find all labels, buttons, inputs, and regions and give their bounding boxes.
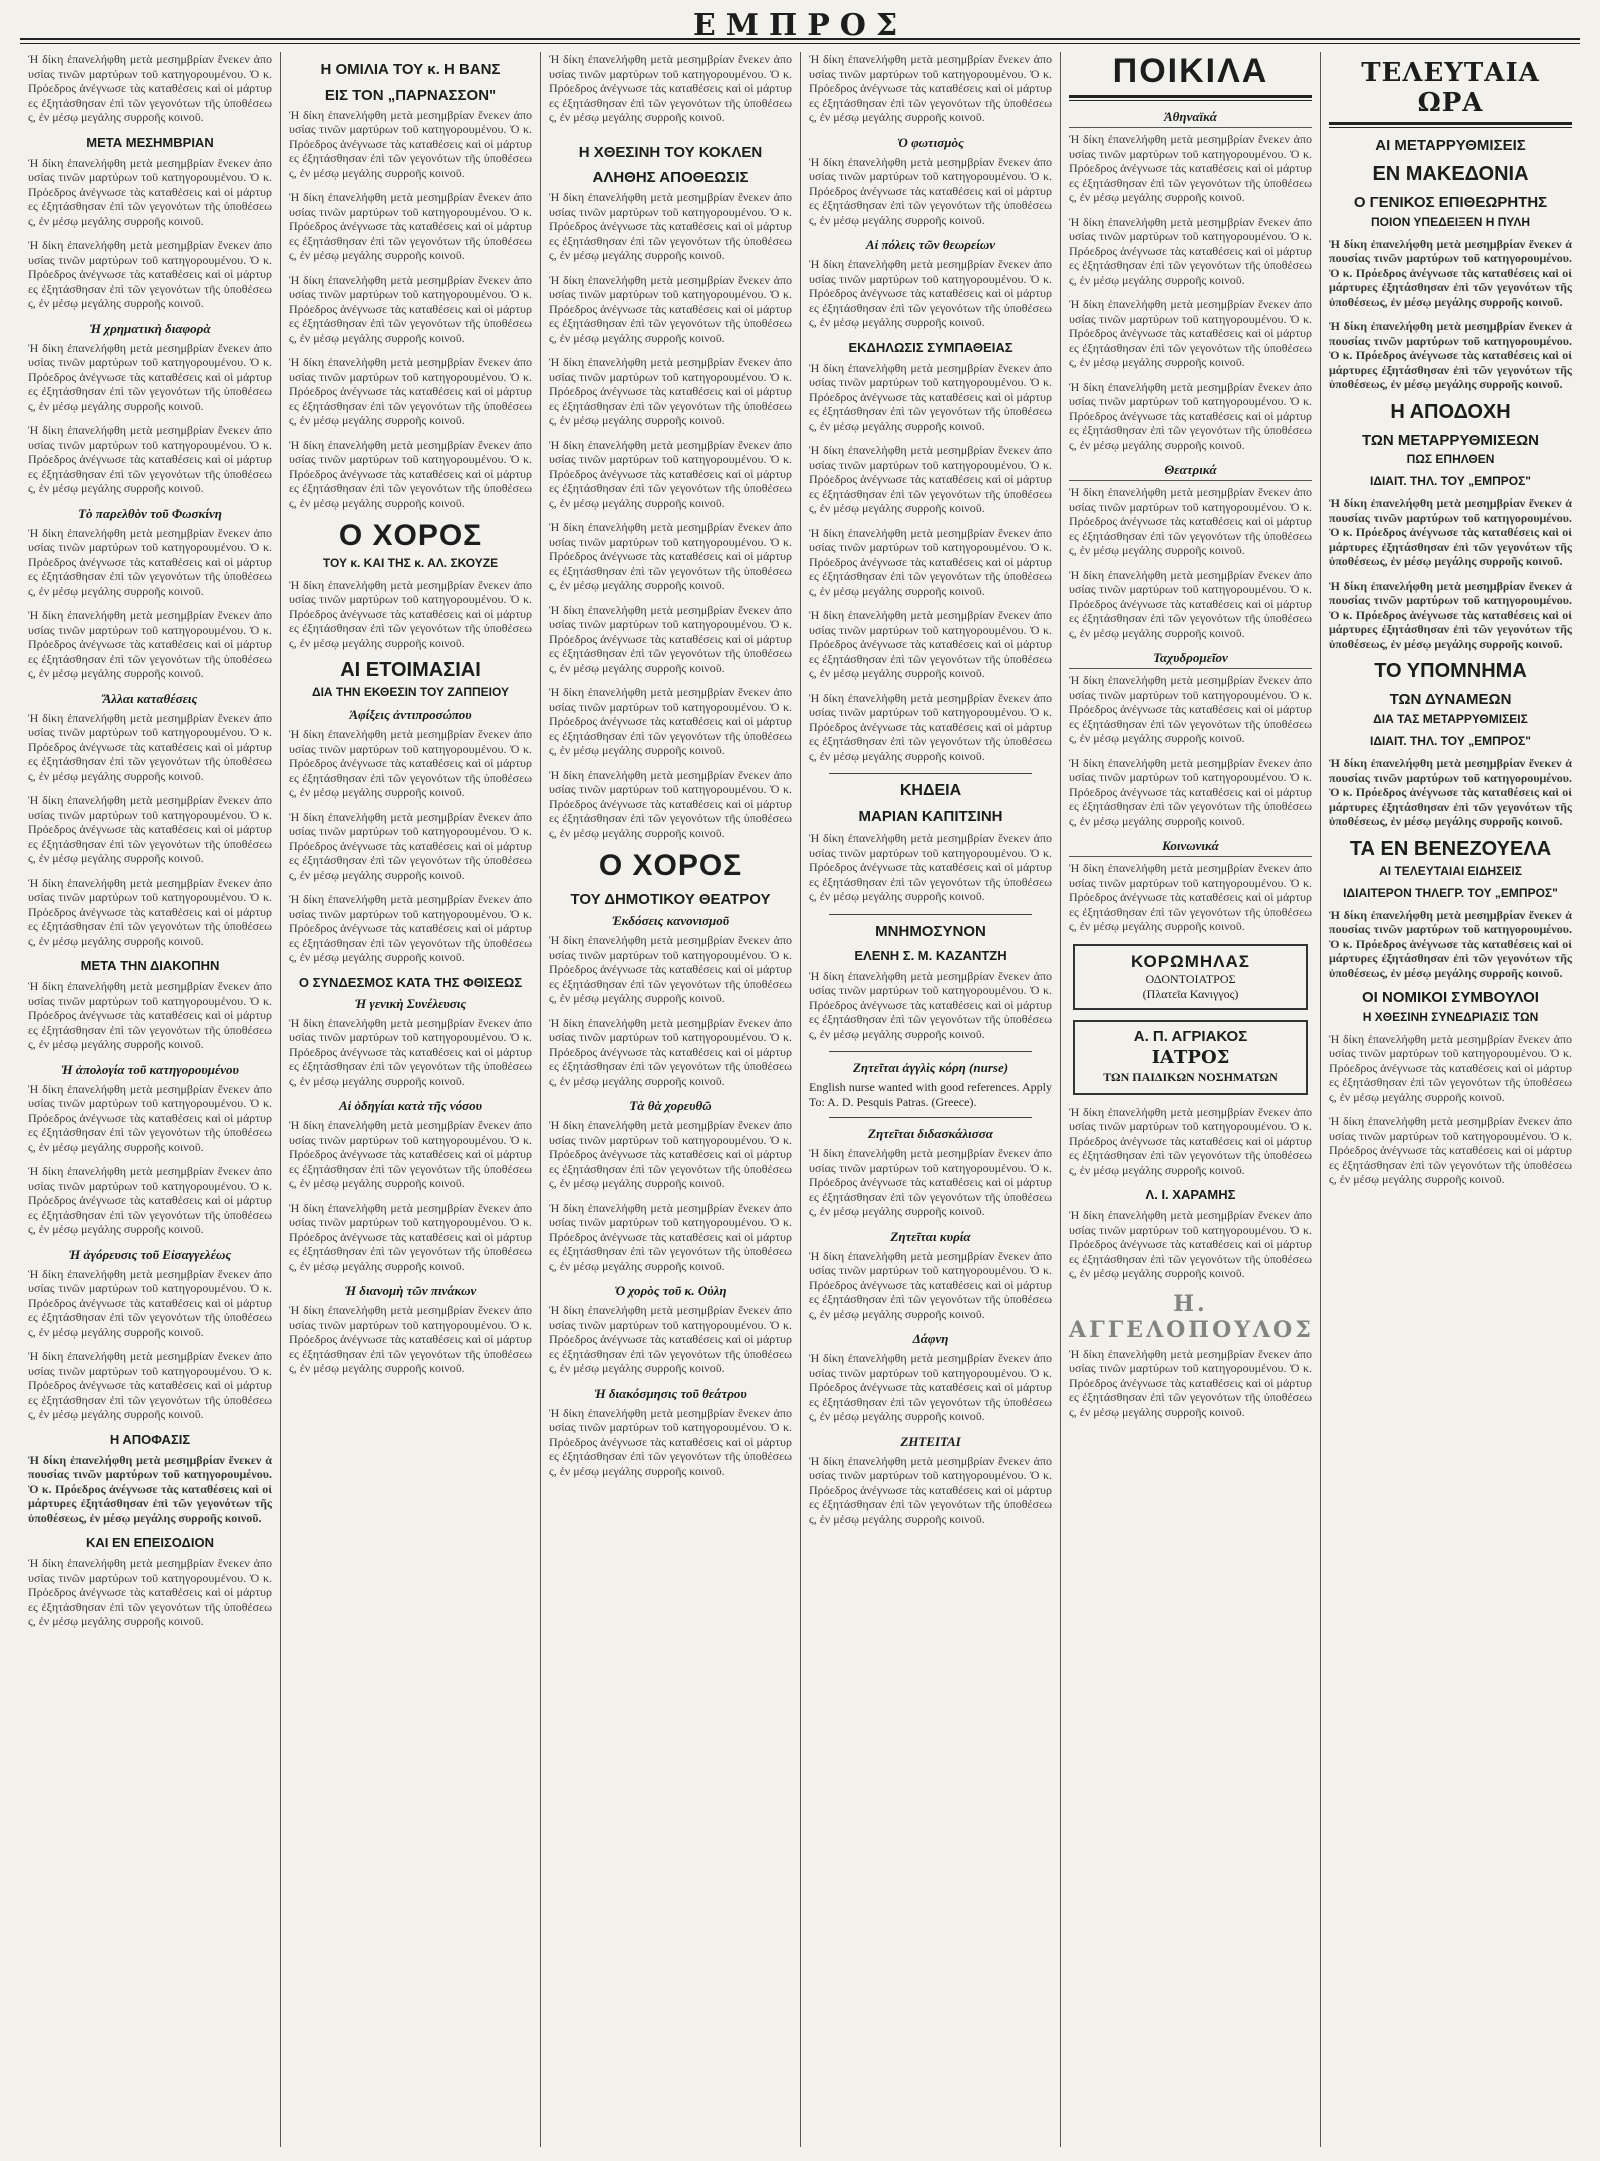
body-text: Ἡ δίκη ἐπανελήφθη μετὰ μεσημβρίαν ἕνεκεν ἀπουσίας τινῶν μαρτύρων τοῦ κατηγορουμένου. Ὁ κ. Πρόεδρος ἀνέγνωσε τὰς καταθέσεις καὶ οἱ μάρτυρες ἐξητάσθησαν ἐπὶ τῶν γεγονότων τῆς ὑποθέσεως, ἐν μέσῳ μεγάλης συρροῆς κοινοῦ. bbox=[28, 875, 272, 948]
body-text: Ἡ δίκη ἐπανελήφθη μετὰ μεσημβρίαν ἕνεκεν ἀπουσίας τινῶν μαρτύρων τοῦ κατηγορουμένου. Ὁ κ. Πρόεδρος ἀνέγνωσε τὰς καταθέσεις καὶ οἱ μάρτυρες ἐξητάσθησαν ἐπὶ τῶν γεγονότων τῆς ὑποθέσεως, ἐν μέσῳ μεγάλης συρροῆς κοινοῦ. bbox=[1069, 1104, 1312, 1177]
body-text: Ἡ δίκη ἐπανελήφθη μετὰ μεσημβρίαν ἕνεκεν ἀπουσίας τινῶν μαρτύρων τοῦ κατηγορουμένου. Ὁ κ. Πρόεδρος ἀνέγνωσε τὰς καταθέσεις καὶ οἱ μάρτυρες ἐξητάσθησαν ἐπὶ τῶν γεγονότων τῆς ὑποθέσεως, ἐν μέσῳ μεγάλης συρροῆς κοινοῦ. bbox=[1329, 236, 1572, 309]
divider bbox=[829, 773, 1032, 774]
body-text: Ἡ δίκη ἐπανελήφθη μετὰ μεσημβρίαν ἕνεκεν ἀπουσίας τινῶν μαρτύρων τοῦ κατηγορουμένου. Ὁ κ. Πρόεδρος ἀνέγνωσε τὰς καταθέσεις καὶ οἱ μάρτυρες ἐξητάσθησαν ἐπὶ τῶν γεγονότων τῆς ὑποθέσεως, ἐν μέσῳ μεγάλης συρροῆς κοινοῦ. bbox=[1069, 297, 1312, 369]
body-text: Ἡ δίκη ἐπανελήφθη μετὰ μεσημβρίαν ἕνεκεν ἀπουσίας τινῶν μαρτύρων τοῦ κατηγορουμένου. Ὁ κ. Πρόεδρος ἀνέγνωσε τὰς καταθέσεις καὶ οἱ μάρτυρες ἐξητάσθησαν ἐπὶ τῶν γεγονότων τῆς ὑποθέσεως, ἐν μέσῳ μεγάλης συρροῆς κοινοῦ. bbox=[289, 437, 532, 510]
body-text: Ἡ δίκη ἐπανελήφθη μετὰ μεσημβρίαν ἕνεκεν ἀπουσίας τινῶν μαρτύρων τοῦ κατηγορουμένου. Ὁ κ. Πρόεδρος ἀνέγνωσε τὰς καταθέσεις καὶ οἱ μάρτυρες ἐξητάσθησαν ἐπὶ τῶν γεγονότων τῆς ὑποθέσεως, ἐν μέσῳ μεγάλης συρροῆς κοινοῦ. bbox=[809, 831, 1052, 903]
headline-omilia: Η ΟΜΙΛΙΑ ΤΟΥ κ. Η ΒΑΝΣ bbox=[320, 61, 501, 78]
body-text: Ἡ δίκη ἐπανελήφθη μετὰ μεσημβρίαν ἕνεκεν ἀπουσίας τινῶν μαρτύρων τοῦ κατηγορουμένου. Ὁ κ. Πρόεδρος ἀνέγνωσε τὰς καταθέσεις καὶ οἱ μάρτυρες ἐξητάσθησαν ἐπὶ τῶν γεγονότων τῆς ὑποθέσεως, ἐν μέσῳ μεγάλης συρροῆς κοινοῦ. bbox=[1069, 1346, 1312, 1419]
divider bbox=[829, 914, 1032, 915]
subhead-apologia: Ἡ ἀπολογία τοῦ κατηγορουμένου bbox=[61, 1061, 239, 1077]
body-text: Ἡ δίκη ἐπανελήφθη μετὰ μεσημβρίαν ἕνεκεν ἀπουσίας τινῶν μαρτύρων τοῦ κατηγορουμένου. Ὁ κ. Πρόεδρος ἀνέγνωσε τὰς καταθέσεις καὶ οἱ μάρτυρες ἐξητάσθησαν ἐπὶ τῶν γεγονότων τῆς ὑποθέσεως, ἐν μέσῳ μεγάλης συρροῆς κοινοῦ. bbox=[289, 1015, 532, 1088]
headline-metarrythmiseis: ΑΙ ΜΕΤΑΡΡΥΘΜΙΣΕΙΣ bbox=[1375, 137, 1526, 154]
headline-kideia: ΚΗΔΕΙΑ bbox=[899, 782, 962, 799]
body-text: Ἡ δίκη ἐπανελήφθη μετὰ μεσημβρίαν ἕνεκεν ἀπουσίας τινῶν μαρτύρων τοῦ κατηγορουμένου. Ὁ κ. Πρόεδρος ἀνέγνωσε τὰς καταθέσεις καὶ οἱ μάρτυρες ἐξητάσθησαν ἐπὶ τῶν γεγονότων τῆς ὑποθέσεως, ἐν μέσῳ μεγάλης συρροῆς κοινοῦ. bbox=[289, 892, 532, 964]
ad-agriakos-name: Α. Π. ΑΓΡΙΑΚΟΣ bbox=[1133, 1027, 1248, 1045]
body-text: Ἡ δίκη ἐπανελήφθη μετὰ μεσημβρίαν ἕνεκεν ἀπουσίας τινῶν μαρτύρων τοῦ κατηγορουμένου. Ὁ κ. Πρόεδρος ἀνέγνωσε τὰς καταθέσεις καὶ οἱ μάρτυρες ἐξητάσθησαν ἐπὶ τῶν γεγονότων τῆς ὑποθέσεως, ἐν μέσῳ μεγάλης συρροῆς κοινοῦ. bbox=[289, 1118, 532, 1190]
headline-meta-diakopin: ΜΕΤΑ ΤΗΝ ΔΙΑΚΟΠΗΝ bbox=[80, 958, 220, 973]
body-text: Ἡ δίκη ἐπανελήφθη μετὰ μεσημβρίαν ἕνεκεν ἀπουσίας τινῶν μαρτύρων τοῦ κατηγορουμένου. Ὁ κ. Πρόεδρος ἀνέγνωσε τὰς καταθέσεις καὶ οἱ μάρτυρες ἐξητάσθησαν ἐπὶ τῶν γεγονότων τῆς ὑποθέσεως, ἐν μέσῳ μεγάλης συρροῆς κοινοῦ. bbox=[28, 155, 272, 228]
body-text: Ἡ δίκη ἐπανελήφθη μετὰ μεσημβρίαν ἕνεκεν ἀπουσίας τινῶν μαρτύρων τοῦ κατηγορουμένου. Ὁ κ. Πρόεδρος ἀνέγνωσε τὰς καταθέσεις καὶ οἱ μάρτυρες ἐξητάσθησαν ἐπὶ τῶν γεγονότων τῆς ὑποθέσεως, ἐν μέσῳ μεγάλης συρροῆς κοινοῦ. bbox=[549, 272, 792, 345]
telegram-label-1: ΙΔΙΑΙΤ. ΤΗΛ. ΤΟΥ „ΕΜΠΡΟΣ" bbox=[1370, 474, 1531, 489]
body-text: Ἡ δίκη ἐπανελήφθη μετὰ μεσημβρίαν ἕνεκεν ἀπουσίας τινῶν μαρτύρων τοῦ κατηγορουμένου. Ὁ κ. Πρόεδρος ἀνέγνωσε τὰς καταθέσεις καὶ οἱ μάρτυρες ἐξητάσθησαν ἐπὶ τῶν γεγονότων τῆς ὑποθέσεως, ἐν μέσῳ μεγάλης συρροῆς κοινοῦ. bbox=[1069, 379, 1312, 452]
divider bbox=[829, 1117, 1032, 1118]
body-text: Ἡ δίκη ἐπανελήφθη μετὰ μεσημβρίαν ἕνεκεν ἀπουσίας τινῶν μαρτύρων τοῦ κατηγορουμένου. Ὁ κ. Πρόεδρος ἀνέγνωσε τὰς καταθέσεις καὶ οἱ μάρτυρες ἐξητάσθησαν ἐπὶ τῶν γεγονότων τῆς ὑποθέσεως, ἐν μέσῳ μεγάλης συρροῆς κοινοῦ. bbox=[28, 1556, 272, 1628]
body-text: Ἡ δίκη ἐπανελήφθη μετὰ μεσημβρίαν ἕνεκεν ἀπουσίας τινῶν μαρτύρων τοῦ κατηγορουμένου. Ὁ κ. Πρόεδρος ἀνέγνωσε τὰς καταθέσεις καὶ οἱ μάρτυρες ἐξητάσθησαν ἐπὶ τῶν γεγονότων τῆς ὑποθέσεως, ἐν μέσῳ μεγάλης συρροῆς κοινοῦ. bbox=[809, 257, 1052, 329]
section-theatrika: Θεατρικά bbox=[1069, 462, 1312, 481]
newspaper-title: ΕΜΠΡΟΣ bbox=[692, 8, 908, 43]
body-text: Ἡ δίκη ἐπανελήφθη μετὰ μεσημβρίαν ἕνεκεν ἀπουσίας τινῶν μαρτύρων τοῦ κατηγορουμένου. Ὁ κ. Πρόεδρος ἀνέγνωσε τὰς καταθέσεις καὶ οἱ μάρτυρες ἐξητάσθησαν ἐπὶ τῶν γεγονότων τῆς ὑποθέσεως, ἐν μέσῳ μεγάλης συρροῆς κοινοῦ. bbox=[1069, 485, 1312, 557]
headline-venezouela: ΤΑ ΕΝ ΒΕΝΕΖΟΥΕΛΑ bbox=[1349, 837, 1552, 860]
columns bbox=[20, 52, 1580, 2147]
body-text: Ἡ δίκη ἐπανελήφθη μετὰ μεσημβρίαν ἕνεκεν ἀπουσίας τινῶν μαρτύρων τοῦ κατηγορουμένου. Ὁ κ. Πρόεδρος ἀνέγνωσε τὰς καταθέσεις καὶ οἱ μάρτυρες ἐξητάσθησαν ἐπὶ τῶν γεγονότων τῆς ὑποθέσεως, ἐν μέσῳ μεγάλης συρροῆς κοινοῦ. bbox=[28, 1452, 272, 1525]
death-notice-name: ΜΑΡΙΑΝ ΚΑΠΙΤΣΙΝΗ bbox=[858, 808, 1003, 825]
body-text: Ἡ δίκη ἐπανελήφθη μετὰ μεσημβρίαν ἕνεκεν ἀπουσίας τινῶν μαρτύρων τοῦ κατηγορουμένου. Ὁ κ. Πρόεδρος ἀνέγνωσε τὰς καταθέσεις καὶ οἱ μάρτυρες ἐξητάσθησαν ἐπὶ τῶν γεγονότων τῆς ὑποθέσεως, ἐν μέσῳ μεγάλης συρροῆς κοινοῦ. bbox=[549, 437, 792, 510]
headline-meta-mesimvrian: ΜΕΤΑ ΜΕΣΗΜΒΡΙΑΝ bbox=[86, 134, 214, 150]
headline-dimotikou-theatrou: ΤΟΥ ΔΗΜΟΤΙΚΟΥ ΘΕΑΤΡΟΥ bbox=[570, 890, 771, 908]
ad-koromilas bbox=[1073, 944, 1308, 1010]
section-taxydromeion: Ταχυδρομεῖον bbox=[1069, 650, 1312, 669]
body-text: Ἡ δίκη ἐπανελήφθη μετὰ μεσημβρίαν ἕνεκεν ἀπουσίας τινῶν μαρτύρων τοῦ κατηγορουμένου. Ὁ κ. Πρόεδρος ἀνέγνωσε τὰς καταθέσεις καὶ οἱ μάρτυρες ἐξητάσθησαν ἐπὶ τῶν γεγονότων τῆς ὑποθέσεως, ἐν μέσῳ μεγάλης συρροῆς κοινοῦ. bbox=[28, 525, 272, 598]
headline-skouze: ΤΟΥ κ. ΚΑΙ ΤΗΣ κ. ΑΛ. ΣΚΟΥΖΕ bbox=[322, 555, 499, 570]
ad-koromilas-name: ΚΟΡΩΜΗΛΑΣ bbox=[1131, 951, 1250, 971]
body-text: Ἡ δίκη ἐπανελήφθη μετὰ μεσημβρίαν ἕνεκεν ἀπουσίας τινῶν μαρτύρων τοῦ κατηγορουμένου. Ὁ κ. Πρόεδρος ἀνέγνωσε τὰς καταθέσεις καὶ οἱ μάρτυρες ἐξητάσθησαν ἐπὶ τῶν γεγονότων τῆς ὑποθέσεως, ἐν μέσῳ μεγάλης συρροῆς κοινοῦ. bbox=[1069, 214, 1312, 287]
column-1 bbox=[20, 52, 280, 2147]
headline-o-xoros: Ο ΧΟΡΟΣ bbox=[338, 519, 483, 552]
subhead-dianomi: Ἡ διανομὴ τῶν πινάκων bbox=[344, 1283, 477, 1298]
body-text: Ἡ δίκη ἐπανελήφθη μετὰ μεσημβρίαν ἕνεκεν ἀπουσίας τινῶν μαρτύρων τοῦ κατηγορουμένου. Ὁ κ. Πρόεδρος ἀνέγνωσε τὰς καταθέσεις καὶ οἱ μάρτυρες ἐξητάσθησαν ἐπὶ τῶν γεγονότων τῆς ὑποθέσεως, ἐν μέσῳ μεγάλης συρροῆς κοινοῦ. bbox=[809, 690, 1052, 763]
headline-ton-metarrythmiseon: ΤΩΝ ΜΕΤΑΡΡΥΘΜΙΣΕΩΝ bbox=[1362, 431, 1539, 449]
subhead-diakosmisis: Ἡ διακόσμησις τοῦ θεάτρου bbox=[594, 1385, 747, 1401]
body-text: Ἡ δίκη ἐπανελήφθη μετὰ μεσημβρίαν ἕνεκεν ἀπουσίας τινῶν μαρτύρων τοῦ κατηγορουμένου. Ὁ κ. Πρόεδρος ἀνέγνωσε τὰς καταθέσεις καὶ οἱ μάρτυρες ἐξητάσθησαν ἐπὶ τῶν γεγονότων τῆς ὑποθέσεως, ἐν μέσῳ μεγάλης συρροῆς κοινοῦ. bbox=[549, 1015, 792, 1088]
body-text: Ἡ δίκη ἐπανελήφθη μετὰ μεσημβρίαν ἕνεκεν ἀπουσίας τινῶν μαρτύρων τοῦ κατηγορουμένου. Ὁ κ. Πρόεδρος ἀνέγνωσε τὰς καταθέσεις καὶ οἱ μάρτυρες ἐξητάσθησαν ἐπὶ τῶν γεγονότων τῆς ὑποθέσεως, ἐν μέσῳ μεγάλης συρροῆς κοινοῦ. bbox=[1069, 755, 1312, 828]
ad-nurse: Ζητεῖται ἀγγλὶς κόρη (nurse) bbox=[852, 1060, 1009, 1075]
headline-sympatheias: ΕΚΔΗΛΩΣΙΣ ΣΥΜΠΑΘΕΙΑΣ bbox=[848, 339, 1013, 355]
headline-pos-epilthen: ΠΩΣ ΕΠΗΛΘΕΝ bbox=[1406, 452, 1495, 467]
body-text: Ἡ δίκη ἐπανελήφθη μετὰ μεσημβρίαν ἕνεκεν ἀπουσίας τινῶν μαρτύρων τοῦ κατηγορουμένου. Ὁ κ. Πρόεδρος ἀνέγνωσε τὰς καταθέσεις καὶ οἱ μάρτυρες ἐξητάσθησαν ἐπὶ τῶν γεγονότων τῆς ὑποθέσεως, ἐν μέσῳ μεγάλης συρροῆς κοινοῦ. bbox=[1329, 496, 1572, 569]
subhead-fotismos: Ὁ φωτισμὸς bbox=[897, 134, 964, 150]
headline-syndesmos: Ο ΣΥΝΔΕΣΜΟΣ ΚΑΤΑ ΤΗΣ ΦΘΙΣΕΩΣ bbox=[298, 974, 523, 990]
subhead-allai-katatheseis: Ἄλλαι καταθέσεις bbox=[102, 690, 198, 706]
body-text: Ἡ δίκη ἐπανελήφθη μετὰ μεσημβρίαν ἕνεκεν ἀπουσίας τινῶν μαρτύρων τοῦ κατηγορουμένου. Ὁ κ. Πρόεδρος ἀνέγνωσε τὰς καταθέσεις καὶ οἱ μάρτυρες ἐξητάσθησαν ἐπὶ τῶν γεγονότων τῆς ὑποθέσεως, ἐν μέσῳ μεγάλης συρροῆς κοινοῦ. bbox=[809, 360, 1052, 433]
body-text: Ἡ δίκη ἐπανελήφθη μετὰ μεσημβρίαν ἕνεκεν ἀπουσίας τινῶν μαρτύρων τοῦ κατηγορουμένου. Ὁ κ. Πρόεδρος ἀνέγνωσε τὰς καταθέσεις καὶ οἱ μάρτυρες ἐξητάσθησαν ἐπὶ τῶν γεγονότων τῆς ὑποθέσεως, ἐν μέσῳ μεγάλης συρροῆς κοινοῦ. bbox=[28, 238, 272, 310]
column-6 bbox=[1320, 52, 1580, 2147]
section-koinonika: Κοινωνικά bbox=[1069, 838, 1312, 857]
headline-synedriasis: Η ΧΘΕΣΙΝΗ ΣΥΝΕΔΡΙΑΣΙΣ ΤΩΝ bbox=[1362, 1009, 1539, 1024]
ad-kyria: Ζητεῖται κυρία bbox=[890, 1228, 971, 1244]
body-text: Ἡ δίκη ἐπανελήφθη μετὰ μεσημβρίαν ἕνεκεν ἀπουσίας τινῶν μαρτύρων τοῦ κατηγορουμένου. Ὁ κ. Πρόεδρος ἀνέγνωσε τὰς καταθέσεις καὶ οἱ μάρτυρες ἐξητάσθησαν ἐπὶ τῶν γεγονότων τῆς ὑποθέσεως, ἐν μέσῳ μεγάλης συρροῆς κοινοῦ. bbox=[289, 355, 532, 427]
body-text: Ἡ δίκη ἐπανελήφθη μετὰ μεσημβρίαν ἕνεκεν ἀπουσίας τινῶν μαρτύρων τοῦ κατηγορουμένου. Ὁ κ. Πρόεδρος ἀνέγνωσε τὰς καταθέσεις καὶ οἱ μάρτυρες ἐξητάσθησαν ἐπὶ τῶν γεγονότων τῆς ὑποθέσεως, ἐν μέσῳ μεγάλης συρροῆς κοινοῦ. bbox=[809, 608, 1052, 680]
headline-parnasson: ΕΙΣ ΤΟΝ „ΠΑΡΝΑΣΣΟΝ" bbox=[324, 86, 497, 104]
body-text: Ἡ δίκη ἐπανελήφθη μετὰ μεσημβρίαν ἕνεκεν ἀπουσίας τινῶν μαρτύρων τοῦ κατηγορουμένου. Ὁ κ. Πρόεδρος ἀνέγνωσε τὰς καταθέσεις καὶ οἱ μάρτυρες ἐξητάσθησαν ἐπὶ τῶν γεγονότων τῆς ὑποθέσεως, ἐν μέσῳ μεγάλης συρροῆς κοινοῦ. bbox=[28, 793, 272, 865]
column-3 bbox=[540, 52, 800, 2147]
headline-o-xoros-dimotikou: Ο ΧΟΡΟΣ bbox=[598, 849, 743, 882]
headline-apotheosis: ΑΛΗΘΗΣ ΑΠΟΘΕΩΣΙΣ bbox=[592, 169, 749, 187]
headline-zappeiou: ΔΙΑ ΤΗΝ ΕΚΘΕΣΙΝ ΤΟΥ ΖΑΠΠΕΙΟΥ bbox=[311, 685, 510, 699]
body-text: Ἡ δίκη ἐπανελήφθη μετὰ μεσημβρίαν ἕνεκεν ἀπουσίας τινῶν μαρτύρων τοῦ κατηγορουμένου. Ὁ κ. Πρόεδρος ἀνέγνωσε τὰς καταθέσεις καὶ οἱ μάρτυρες ἐξητάσθησαν ἐπὶ τῶν γεγονότων τῆς ὑποθέσεως, ἐν μέσῳ μεγάλης συρροῆς κοινοῦ. bbox=[549, 52, 792, 124]
headline-etoimasiai: ΑΙ ΕΤΟΙΜΑΣΙΑΙ bbox=[340, 659, 481, 681]
subhead-agoreusis: Ἡ ἀγόρευσις τοῦ Εἰσαγγελέως bbox=[68, 1246, 232, 1262]
body-text: Ἡ δίκη ἐπανελήφθη μετὰ μεσημβρίαν ἕνεκεν ἀπουσίας τινῶν μαρτύρων τοῦ κατηγορουμένου. Ὁ κ. Πρόεδρος ἀνέγνωσε τὰς καταθέσεις καὶ οἱ μάρτυρες ἐξητάσθησαν ἐπὶ τῶν γεγονότων τῆς ὑποθέσεως, ἐν μέσῳ μεγάλης συρροῆς κοινοῦ. bbox=[28, 1349, 272, 1421]
headline-koklen: Η ΧΘΕΣΙΝΗ ΤΟΥ ΚΟΚΛΕΝ bbox=[578, 143, 763, 161]
body-text: Ἡ δίκη ἐπανελήφθη μετὰ μεσημβρίαν ἕνεκεν ἀπουσίας τινῶν μαρτύρων τοῦ κατηγορουμένου. Ὁ κ. Πρόεδρος ἀνέγνωσε τὰς καταθέσεις καὶ οἱ μάρτυρες ἐξητάσθησαν ἐπὶ τῶν γεγονότων τῆς ὑποθέσεως, ἐν μέσῳ μεγάλης συρροῆς κοινοῦ. bbox=[1069, 673, 1312, 745]
body-text: Ἡ δίκη ἐπανελήφθη μετὰ μεσημβρίαν ἕνεκεν ἀπουσίας τινῶν μαρτύρων τοῦ κατηγορουμένου. Ὁ κ. Πρόεδρος ἀνέγνωσε τὰς καταθέσεις καὶ οἱ μάρτυρες ἐξητάσθησαν ἐπὶ τῶν γεγονότων τῆς ὑποθέσεως, ἐν μέσῳ μεγάλης συρροῆς κοινοῦ. bbox=[28, 1164, 272, 1236]
body-text: Ἡ δίκη ἐπανελήφθη μετὰ μεσημβρίαν ἕνεκεν ἀπουσίας τινῶν μαρτύρων τοῦ κατηγορουμένου. Ὁ κ. Πρόεδρος ἀνέγνωσε τὰς καταθέσεις καὶ οἱ μάρτυρες ἐξητάσθησαν ἐπὶ τῶν γεγονότων τῆς ὑποθέσεως, ἐν μέσῳ μεγάλης συρροῆς κοινοῦ. bbox=[28, 608, 272, 680]
body-text: Ἡ δίκη ἐπανελήφθη μετὰ μεσημβρίαν ἕνεκεν ἀπουσίας τινῶν μαρτύρων τοῦ κατηγορουμένου. Ὁ κ. Πρόεδρος ἀνέγνωσε τὰς καταθέσεις καὶ οἱ μάρτυρες ἐξητάσθησαν ἐπὶ τῶν γεγονότων τῆς ὑποθέσεως, ἐν μέσῳ μεγάλης συρροῆς κοινοῦ. bbox=[28, 710, 272, 783]
ad-agriakos bbox=[1073, 1020, 1308, 1095]
headline-eidiseis: ΑΙ ΤΕΛΕΥΤΑΙΑΙ ΕΙΔΗΣΕΙΣ bbox=[1379, 863, 1522, 878]
body-text: Ἡ δίκη ἐπανελήφθη μετὰ μεσημβρίαν ἕνεκεν ἀπουσίας τινῶν μαρτύρων τοῦ κατηγορουμένου. Ὁ κ. Πρόεδρος ἀνέγνωσε τὰς καταθέσεις καὶ οἱ μάρτυρες ἐξητάσθησαν ἐπὶ τῶν γεγονότων τῆς ὑποθέσεως, ἐν μέσῳ μεγάλης συρροῆς κοινοῦ. bbox=[1069, 861, 1312, 933]
body-text: Ἡ δίκη ἐπανελήφθη μετὰ μεσημβρίαν ἕνεκεν ἀπουσίας τινῶν μαρτύρων τοῦ κατηγορουμένου. Ὁ κ. Πρόεδρος ἀνέγνωσε τὰς καταθέσεις καὶ οἱ μάρτυρες ἐξητάσθησαν ἐπὶ τῶν γεγονότων τῆς ὑποθέσεως, ἐν μέσῳ μεγάλης συρροῆς κοινοῦ. bbox=[549, 190, 792, 262]
divider bbox=[829, 1051, 1032, 1052]
headline-genikos-epitheoritis: Ο ΓΕΝΙΚΟΣ ΕΠΙΘΕΩΡΗΤΗΣ bbox=[1353, 193, 1548, 211]
body-text: Ἡ δίκη ἐπανελήφθη μετὰ μεσημβρίαν ἕνεκεν ἀπουσίας τινῶν μαρτύρων τοῦ κατηγορουμένου. Ὁ κ. Πρόεδρος ἀνέγνωσε τὰς καταθέσεις καὶ οἱ μάρτυρες ἐξητάσθησαν ἐπὶ τῶν γεγονότων τῆς ὑποθέσεως, ἐν μέσῳ μεγάλης συρροῆς κοινοῦ. bbox=[809, 1146, 1052, 1218]
memorial-name: ΕΛΕΝΗ Σ. Μ. ΚΑΖΑΝΤΖΗ bbox=[854, 947, 1007, 963]
english-ad: English nurse wanted with good references. Apply To: A. D. Pesquis Patras. (Greece). bbox=[809, 1080, 1052, 1109]
body-text: Ἡ δίκη ἐπανελήφθη μετὰ μεσημβρίαν ἕνεκεν ἀπουσίας τινῶν μαρτύρων τοῦ κατηγορουμένου. Ὁ κ. Πρόεδρος ἀνέγνωσε τὰς καταθέσεις καὶ οἱ μάρτυρες ἐξητάσθησαν ἐπὶ τῶν γεγονότων τῆς ὑποθέσεως, ἐν μέσῳ μεγάλης συρροῆς κοινοῦ. bbox=[549, 355, 792, 427]
headline-dia-metarrythmiseis: ΔΙΑ ΤΑΣ ΜΕΤΑΡΡΥΘΜΙΣΕΙΣ bbox=[1373, 712, 1528, 726]
subhead-odigiai: Αἱ ὁδηγίαι κατὰ τῆς νόσου bbox=[338, 1098, 483, 1113]
body-text: Ἡ δίκη ἐπανελήφθη μετὰ μεσημβρίαν ἕνεκεν ἀπουσίας τινῶν μαρτύρων τοῦ κατηγορουμένου. Ὁ κ. Πρόεδρος ἀνέγνωσε τὰς καταθέσεις καὶ οἱ μάρτυρες ἐξητάσθησαν ἐπὶ τῶν γεγονότων τῆς ὑποθέσεως, ἐν μέσῳ μεγάλης συρροῆς κοινοῦ. bbox=[809, 1248, 1052, 1321]
subhead-ekdoseis: Ἐκδόσεις κανονισμοῦ bbox=[611, 913, 730, 929]
body-text: Ἡ δίκη ἐπανελήφθη μετὰ μεσημβρίαν ἕνεκεν ἀπουσίας τινῶν μαρτύρων τοῦ κατηγορουμένου. Ὁ κ. Πρόεδρος ἀνέγνωσε τὰς καταθέσεις καὶ οἱ μάρτυρες ἐξητάσθησαν ἐπὶ τῶν γεγονότων τῆς ὑποθέσεως, ἐν μέσῳ μεγάλης συρροῆς κοινοῦ. bbox=[1329, 319, 1572, 391]
body-text: Ἡ δίκη ἐπανελήφθη μετὰ μεσημβρίαν ἕνεκεν ἀπουσίας τινῶν μαρτύρων τοῦ κατηγορουμένου. Ὁ κ. Πρόεδρος ἀνέγνωσε τὰς καταθέσεις καὶ οἱ μάρτυρες ἐξητάσθησαν ἐπὶ τῶν γεγονότων τῆς ὑποθέσεως, ἐν μέσῳ μεγάλης συρροῆς κοινοῦ. bbox=[1069, 132, 1312, 204]
title-bar bbox=[1329, 122, 1572, 128]
body-text: Ἡ δίκη ἐπανελήφθη μετὰ μεσημβρίαν ἕνεκεν ἀπουσίας τινῶν μαρτύρων τοῦ κατηγορουμένου. Ὁ κ. Πρόεδρος ἀνέγνωσε τὰς καταθέσεις καὶ οἱ μάρτυρες ἐξητάσθησαν ἐπὶ τῶν γεγονότων τῆς ὑποθέσεως, ἐν μέσῳ μεγάλης συρροῆς κοινοῦ. bbox=[1069, 567, 1312, 640]
body-text: Ἡ δίκη ἐπανελήφθη μετὰ μεσημβρίαν ἕνεκεν ἀπουσίας τινῶν μαρτύρων τοῦ κατηγορουμένου. Ὁ κ. Πρόεδρος ἀνέγνωσε τὰς καταθέσεις καὶ οἱ μάρτυρες ἐξητάσθησαν ἐπὶ τῶν γεγονότων τῆς ὑποθέσεως, ἐν μέσῳ μεγάλης συρροῆς κοινοῦ. bbox=[289, 272, 532, 345]
body-text: Ἡ δίκη ἐπανελήφθη μετὰ μεσημβρίαν ἕνεκεν ἀπουσίας τινῶν μαρτύρων τοῦ κατηγορουμένου. Ὁ κ. Πρόεδρος ἀνέγνωσε τὰς καταθέσεις καὶ οἱ μάρτυρες ἐξητάσθησαν ἐπὶ τῶν γεγονότων τῆς ὑποθέσεως, ἐν μέσῳ μεγάλης συρροῆς κοινοῦ. bbox=[28, 979, 272, 1051]
headline-dynameon: ΤΩΝ ΔΥΝΑΜΕΩΝ bbox=[1389, 691, 1512, 709]
ad-zitaitai: ΖΗΤΕΙΤΑΙ bbox=[900, 1433, 961, 1449]
headline-ypomnima: ΤΟ ΥΠΟΜΝΗΜΑ bbox=[1374, 660, 1527, 683]
ad-dafni: Δάφνη bbox=[912, 1331, 949, 1346]
body-text: Ἡ δίκη ἐπανελήφθη μετὰ μεσημβρίαν ἕνεκεν ἀπουσίας τινῶν μαρτύρων τοῦ κατηγορουμένου. Ὁ κ. Πρόεδρος ἀνέγνωσε τὰς καταθέσεις καὶ οἱ μάρτυρες ἐξητάσθησαν ἐπὶ τῶν γεγονότων τῆς ὑποθέσεως, ἐν μέσῳ μεγάλης συρροῆς κοινοῦ. bbox=[809, 968, 1052, 1041]
body-text: Ἡ δίκη ἐπανελήφθη μετὰ μεσημβρίαν ἕνεκεν ἀπουσίας τινῶν μαρτύρων τοῦ κατηγορουμένου. Ὁ κ. Πρόεδρος ἀνέγνωσε τὰς καταθέσεις καὶ οἱ μάρτυρες ἐξητάσθησαν ἐπὶ τῶν γεγονότων τῆς ὑποθέσεως, ἐν μέσῳ μεγάλης συρροῆς κοινοῦ. bbox=[28, 340, 272, 413]
ad-koromilas-addr: (Πλατεῖα Κανιγγος) bbox=[1142, 986, 1239, 1001]
subhead-afixeis: Ἀφίξεις ἀντιπροσώπου bbox=[349, 707, 472, 722]
body-text: Ἡ δίκη ἐπανελήφθη μετὰ μεσημβρίαν ἕνεκεν ἀπουσίας τινῶν μαρτύρων τοῦ κατηγορουμένου. Ὁ κ. Πρόεδρος ἀνέγνωσε τὰς καταθέσεις καὶ οἱ μάρτυρες ἐξητάσθησαν ἐπὶ τῶν γεγονότων τῆς ὑποθέσεως, ἐν μέσῳ μεγάλης συρροῆς κοινοῦ. bbox=[28, 1266, 272, 1339]
body-text: Ἡ δίκη ἐπανελήφθη μετὰ μεσημβρίαν ἕνεκεν ἀπουσίας τινῶν μαρτύρων τοῦ κατηγορουμένου. Ὁ κ. Πρόεδρος ἀνέγνωσε τὰς καταθέσεις καὶ οἱ μάρτυρες ἐξητάσθησαν ἐπὶ τῶν γεγονότων τῆς ὑποθέσεως, ἐν μέσῳ μεγάλης συρροῆς κοινοῦ. bbox=[809, 525, 1052, 598]
ad-agriakos-sub: ΤΩΝ ΠΑΙΔΙΚΩΝ ΝΟΣΗΜΑΤΩΝ bbox=[1103, 1069, 1278, 1084]
body-text: Ἡ δίκη ἐπανελήφθη μετὰ μεσημβρίαν ἕνεκεν ἀπουσίας τινῶν μαρτύρων τοῦ κατηγορουμένου. Ὁ κ. Πρόεδρος ἀνέγνωσε τὰς καταθέσεις καὶ οἱ μάρτυρες ἐξητάσθησαν ἐπὶ τῶν γεγονότων τῆς ὑποθέσεως, ἐν μέσῳ μεγάλης συρροῆς κοινοῦ. bbox=[549, 767, 792, 840]
ad-agriakos-role: ΙΑΤΡΟΣ bbox=[1151, 1046, 1230, 1068]
masthead-rule bbox=[20, 38, 1580, 44]
ad-koromilas-role: ΟΔΟΝΤΟΙΑΤΡΟΣ bbox=[1145, 971, 1236, 986]
section-title-poikila: ΠΟΙΚΙΛΑ bbox=[1112, 52, 1269, 90]
headline-pyli: ΠΟΙΟΝ ΥΠΕΔΕΙΞΕΝ Η ΠΥΛΗ bbox=[1370, 214, 1531, 229]
body-text: Ἡ δίκη ἐπανελήφθη μετὰ μεσημβρίαν ἕνεκεν ἀπουσίας τινῶν μαρτύρων τοῦ κατηγορουμένου. Ὁ κ. Πρόεδρος ἀνέγνωσε τὰς καταθέσεις καὶ οἱ μάρτυρες ἐξητάσθησαν ἐπὶ τῶν γεγονότων τῆς ὑποθέσεως, ἐν μέσῳ μεγάλης συρροῆς κοινοῦ. bbox=[289, 809, 532, 882]
subhead-theoreia: Αἱ πόλεις τῶν θεωρείων bbox=[865, 237, 996, 252]
body-text: Ἡ δίκη ἐπανελήφθη μετὰ μεσημβρίαν ἕνεκεν ἀπουσίας τινῶν μαρτύρων τοῦ κατηγορουμένου. Ὁ κ. Πρόεδρος ἀνέγνωσε τὰς καταθέσεις καὶ οἱ μάρτυρες ἐξητάσθησαν ἐπὶ τῶν γεγονότων τῆς ὑποθέσεως, ἐν μέσῳ μεγάλης συρροῆς κοινοῦ. bbox=[809, 443, 1052, 515]
ad-blurred-name: Η. ΑΓΓΕΛΟΠΟΥΛΟΣ bbox=[1069, 1290, 1314, 1343]
body-text: Ἡ δίκη ἐπανελήφθη μετὰ μεσημβρίαν ἕνεκεν ἀπουσίας τινῶν μαρτύρων τοῦ κατηγορουμένου. Ὁ κ. Πρόεδρος ἀνέγνωσε τὰς καταθέσεις καὶ οἱ μάρτυρες ἐξητάσθησαν ἐπὶ τῶν γεγονότων τῆς ὑποθέσεως, ἐν μέσῳ μεγάλης συρροῆς κοινοῦ. bbox=[549, 685, 792, 757]
body-text: Ἡ δίκη ἐπανελήφθη μετὰ μεσημβρίαν ἕνεκεν ἀπουσίας τινῶν μαρτύρων τοῦ κατηγορουμένου. Ὁ κ. Πρόεδρος ἀνέγνωσε τὰς καταθέσεις καὶ οἱ μάρτυρες ἐξητάσθησαν ἐπὶ τῶν γεγονότων τῆς ὑποθέσεως, ἐν μέσῳ μεγάλης συρροῆς κοινοῦ. bbox=[289, 190, 532, 262]
subhead-chrimatiki: Ἡ χρηματικὴ διαφορὰ bbox=[89, 320, 211, 336]
body-text: Ἡ δίκη ἐπανελήφθη μετὰ μεσημβρίαν ἕνεκεν ἀπουσίας τινῶν μαρτύρων τοῦ κατηγορουμένου. Ὁ κ. Πρόεδρος ἀνέγνωσε τὰς καταθέσεις καὶ οἱ μάρτυρες ἐξητάσθησαν ἐπὶ τῶν γεγονότων τῆς ὑποθέσεως, ἐν μέσῳ μεγάλης συρροῆς κοινοῦ. bbox=[289, 1303, 532, 1375]
body-text: Ἡ δίκη ἐπανελήφθη μετὰ μεσημβρίαν ἕνεκεν ἀπουσίας τινῶν μαρτύρων τοῦ κατηγορουμένου. Ὁ κ. Πρόεδρος ἀνέγνωσε τὰς καταθέσεις καὶ οἱ μάρτυρες ἐξητάσθησαν ἐπὶ τῶν γεγονότων τῆς ὑποθέσεως, ἐν μέσῳ μεγάλης συρροῆς κοινοῦ. bbox=[1069, 1208, 1312, 1280]
column-2 bbox=[280, 52, 540, 2147]
body-text: Ἡ δίκη ἐπανελήφθη μετὰ μεσημβρίαν ἕνεκεν ἀπουσίας τινῶν μαρτύρων τοῦ κατηγορουμένου. Ὁ κ. Πρόεδρος ἀνέγνωσε τὰς καταθέσεις καὶ οἱ μάρτυρες ἐξητάσθησαν ἐπὶ τῶν γεγονότων τῆς ὑποθέσεως, ἐν μέσῳ μεγάλης συρροῆς κοινοῦ. bbox=[1329, 1114, 1572, 1187]
body-text: Ἡ δίκη ἐπανελήφθη μετὰ μεσημβρίαν ἕνεκεν ἀπουσίας τινῶν μαρτύρων τοῦ κατηγορουμένου. Ὁ κ. Πρόεδρος ἀνέγνωσε τὰς καταθέσεις καὶ οἱ μάρτυρες ἐξητάσθησαν ἐπὶ τῶν γεγονότων τῆς ὑποθέσεως, ἐν μέσῳ μεγάλης συρροῆς κοινοῦ. bbox=[289, 107, 532, 180]
body-text: Ἡ δίκη ἐπανελήφθη μετὰ μεσημβρίαν ἕνεκεν ἀπουσίας τινῶν μαρτύρων τοῦ κατηγορουμένου. Ὁ κ. Πρόεδρος ἀνέγνωσε τὰς καταθέσεις καὶ οἱ μάρτυρες ἐξητάσθησαν ἐπὶ τῶν γεγονότων τῆς ὑποθέσεως, ἐν μέσῳ μεγάλης συρροῆς κοινοῦ. bbox=[549, 602, 792, 675]
ad-charamis-name: Λ. Ι. ΧΑΡΑΜΗΣ bbox=[1145, 1187, 1236, 1202]
body-text: Ἡ δίκη ἐπανελήφθη μετὰ μεσημβρίαν ἕνεκεν ἀπουσίας τινῶν μαρτύρων τοῦ κατηγορουμένου. Ὁ κ. Πρόεδρος ἀνέγνωσε τὰς καταθέσεις καὶ οἱ μάρτυρες ἐξητάσθησαν ἐπὶ τῶν γεγονότων τῆς ὑποθέσεως, ἐν μέσῳ μεγάλης συρροῆς κοινοῦ. bbox=[809, 154, 1052, 227]
body-text: Ἡ δίκη ἐπανελήφθη μετὰ μεσημβρίαν ἕνεκεν ἀπουσίας τινῶν μαρτύρων τοῦ κατηγορουμένου. Ὁ κ. Πρόεδρος ἀνέγνωσε τὰς καταθέσεις καὶ οἱ μάρτυρες ἐξητάσθησαν ἐπὶ τῶν γεγονότων τῆς ὑποθέσεως, ἐν μέσῳ μεγάλης συρροῆς κοινοῦ. bbox=[1329, 1031, 1572, 1104]
body-text: Ἡ δίκη ἐπανελήφθη μετὰ μεσημβρίαν ἕνεκεν ἀπουσίας τινῶν μαρτύρων τοῦ κατηγορουμένου. Ὁ κ. Πρόεδρος ἀνέγνωσε τὰς καταθέσεις καὶ οἱ μάρτυρες ἐξητάσθησαν ἐπὶ τῶν γεγονότων τῆς ὑποθέσεως, ἐν μέσῳ μεγάλης συρροῆς κοινοῦ. bbox=[549, 1200, 792, 1273]
subhead-ti-tha-xoreuthoun: Τὰ θὰ χορευθῶ bbox=[629, 1098, 712, 1114]
subhead-xoros-oulh: Ὁ χορὸς τοῦ κ. Οὐλη bbox=[614, 1283, 727, 1299]
column-4 bbox=[800, 52, 1060, 2147]
body-text: Ἡ δίκη ἐπανελήφθη μετὰ μεσημβρίαν ἕνεκεν ἀπουσίας τινῶν μαρτύρων τοῦ κατηγορουμένου. Ὁ κ. Πρόεδρος ἀνέγνωσε τὰς καταθέσεις καὶ οἱ μάρτυρες ἐξητάσθησαν ἐπὶ τῶν γεγονότων τῆς ὑποθέσεως, ἐν μέσῳ μεγάλης συρροῆς κοινοῦ. bbox=[809, 1453, 1052, 1526]
headline-apodoxi: Η ΑΠΟΔΟΧΗ bbox=[1390, 400, 1511, 423]
body-text: Ἡ δίκη ἐπανελήφθη μετὰ μεσημβρίαν ἕνεκεν ἀπουσίας τινῶν μαρτύρων τοῦ κατηγορουμένου. Ὁ κ. Πρόεδρος ἀνέγνωσε τὰς καταθέσεις καὶ οἱ μάρτυρες ἐξητάσθησαν ἐπὶ τῶν γεγονότων τῆς ὑποθέσεως, ἐν μέσῳ μεγάλης συρροῆς κοινοῦ. bbox=[549, 933, 792, 1006]
column-5 bbox=[1060, 52, 1320, 2147]
section-title-teleutaia-ora: ΤΕΛΕΥΤΑΙΑ ΩΡΑ bbox=[1361, 58, 1540, 118]
headline-makedonia: ΕΝ ΜΑΚΕΔΟΝΙΑ bbox=[1372, 162, 1529, 185]
headline-mnimosynon: ΜΝΗΜΟΣΥΝΟΝ bbox=[875, 922, 986, 940]
body-text: Ἡ δίκη ἐπανελήφθη μετὰ μεσημβρίαν ἕνεκεν ἀπουσίας τινῶν μαρτύρων τοῦ κατηγορουμένου. Ὁ κ. Πρόεδρος ἀνέγνωσε τὰς καταθέσεις καὶ οἱ μάρτυρες ἐξητάσθησαν ἐπὶ τῶν γεγονότων τῆς ὑποθέσεως, ἐν μέσῳ μεγάλης συρροῆς κοινοῦ. bbox=[1329, 756, 1572, 828]
headline-apofasis: Η ΑΠΟΦΑΣΙΣ bbox=[109, 1431, 191, 1447]
headline-nomikoi-symvouloi: ΟΙ ΝΟΜΙΚΟΙ ΣΥΜΒΟΥΛΟΙ bbox=[1362, 989, 1539, 1006]
body-text: Ἡ δίκη ἐπανελήφθη μετὰ μεσημβρίαν ἕνεκεν ἀπουσίας τινῶν μαρτύρων τοῦ κατηγορουμένου. Ὁ κ. Πρόεδρος ἀνέγνωσε τὰς καταθέσεις καὶ οἱ μάρτυρες ἐξητάσθησαν ἐπὶ τῶν γεγονότων τῆς ὑποθέσεως, ἐν μέσῳ μεγάλης συρροῆς κοινοῦ. bbox=[289, 577, 532, 650]
telegram-label-2: ΙΔΙΑΙΤ. ΤΗΛ. ΤΟΥ „ΕΜΠΡΟΣ" bbox=[1370, 734, 1531, 748]
body-text: Ἡ δίκη ἐπανελήφθη μετὰ μεσημβρίαν ἕνεκεν ἀπουσίας τινῶν μαρτύρων τοῦ κατηγορουμένου. Ὁ κ. Πρόεδρος ἀνέγνωσε τὰς καταθέσεις καὶ οἱ μάρτυρες ἐξητάσθησαν ἐπὶ τῶν γεγονότων τῆς ὑποθέσεως, ἐν μέσῳ μεγάλης συρροῆς κοινοῦ. bbox=[28, 423, 272, 495]
body-text: Ἡ δίκη ἐπανελήφθη μετὰ μεσημβρίαν ἕνεκεν ἀπουσίας τινῶν μαρτύρων τοῦ κατηγορουμένου. Ὁ κ. Πρόεδρος ἀνέγνωσε τὰς καταθέσεις καὶ οἱ μάρτυρες ἐξητάσθησαν ἐπὶ τῶν γεγονότων τῆς ὑποθέσεως, ἐν μέσῳ μεγάλης συρροῆς κοινοῦ. bbox=[809, 52, 1052, 124]
body-text: Ἡ δίκη ἐπανελήφθη μετὰ μεσημβρίαν ἕνεκεν ἀπουσίας τινῶν μαρτύρων τοῦ κατηγορουμένου. Ὁ κ. Πρόεδρος ἀνέγνωσε τὰς καταθέσεις καὶ οἱ μάρτυρες ἐξητάσθησαν ἐπὶ τῶν γεγονότων τῆς ὑποθέσεως, ἐν μέσῳ μεγάλης συρροῆς κοινοῦ. bbox=[809, 1351, 1052, 1423]
body-text: Ἡ δίκη ἐπανελήφθη μετὰ μεσημβρίαν ἕνεκεν ἀπουσίας τινῶν μαρτύρων τοῦ κατηγορουμένου. Ὁ κ. Πρόεδρος ἀνέγνωσε τὰς καταθέσεις καὶ οἱ μάρτυρες ἐξητάσθησαν ἐπὶ τῶν γεγονότων τῆς ὑποθέσεως, ἐν μέσῳ μεγάλης συρροῆς κοινοῦ. bbox=[549, 520, 792, 592]
body-text: Ἡ δίκη ἐπανελήφθη μετὰ μεσημβρίαν ἕνεκεν ἀπουσίας τινῶν μαρτύρων τοῦ κατηγορουμένου. Ὁ κ. Πρόεδρος ἀνέγνωσε τὰς καταθέσεις καὶ οἱ μάρτυρες ἐξητάσθησαν ἐπὶ τῶν γεγονότων τῆς ὑποθέσεως, ἐν μέσῳ μεγάλης συρροῆς κοινοῦ. bbox=[289, 1200, 532, 1273]
ad-didaskalissa: Ζητεῖται διδασκάλισσα bbox=[868, 1126, 993, 1141]
body-text: Ἡ δίκη ἐπανελήφθη μετὰ μεσημβρίαν ἕνεκεν ἀπουσίας τινῶν μαρτύρων τοῦ κατηγορουμένου. Ὁ κ. Πρόεδρος ἀνέγνωσε τὰς καταθέσεις καὶ οἱ μάρτυρες ἐξητάσθησαν ἐπὶ τῶν γεγονότων τῆς ὑποθέσεως, ἐν μέσῳ μεγάλης συρροῆς κοινοῦ. bbox=[549, 1118, 792, 1191]
body-text: Ἡ δίκη ἐπανελήφθη μετὰ μεσημβρίαν ἕνεκεν ἀπουσίας τινῶν μαρτύρων τοῦ κατηγορουμένου. Ὁ κ. Πρόεδρος ἀνέγνωσε τὰς καταθέσεις καὶ οἱ μάρτυρες ἐξητάσθησαν ἐπὶ τῶν γεγονότων τῆς ὑποθέσεως, ἐν μέσῳ μεγάλης συρροῆς κοινοῦ. bbox=[1329, 578, 1572, 651]
section-athinaika: Ἀθηναϊκά bbox=[1069, 109, 1312, 128]
body-text: Ἡ δίκη ἐπανελήφθη μετὰ μεσημβρίαν ἕνεκεν ἀπουσίας τινῶν μαρτύρων τοῦ κατηγορουμένου. Ὁ κ. Πρόεδρος ἀνέγνωσε τὰς καταθέσεις καὶ οἱ μάρτυρες ἐξητάσθησαν ἐπὶ τῶν γεγονότων τῆς ὑποθέσεως, ἐν μέσῳ μεγάλης συρροῆς κοινοῦ. bbox=[549, 1303, 792, 1376]
body-text: Ἡ δίκη ἐπανελήφθη μετὰ μεσημβρίαν ἕνεκεν ἀπουσίας τινῶν μαρτύρων τοῦ κατηγορουμένου. Ὁ κ. Πρόεδρος ἀνέγνωσε τὰς καταθέσεις καὶ οἱ μάρτυρες ἐξητάσθησαν ἐπὶ τῶν γεγονότων τῆς ὑποθέσεως, ἐν μέσῳ μεγάλης συρροῆς κοινοῦ. bbox=[1329, 907, 1572, 980]
body-text: Ἡ δίκη ἐπανελήφθη μετὰ μεσημβρίαν ἕνεκεν ἀπουσίας τινῶν μαρτύρων τοῦ κατηγορουμένου. Ὁ κ. Πρόεδρος ἀνέγνωσε τὰς καταθέσεις καὶ οἱ μάρτυρες ἐξητάσθησαν ἐπὶ τῶν γεγονότων τῆς ὑποθέσεως, ἐν μέσῳ μεγάλης συρροῆς κοινοῦ. bbox=[289, 727, 532, 799]
subhead-parelthon: Τὸ παρελθὸν τοῦ Φωσκίνη bbox=[78, 505, 222, 521]
body-text: Ἡ δίκη ἐπανελήφθη μετὰ μεσημβρίαν ἕνεκεν ἀπουσίας τινῶν μαρτύρων τοῦ κατηγορουμένου. Ὁ κ. Πρόεδρος ἀνέγνωσε τὰς καταθέσεις καὶ οἱ μάρτυρες ἐξητάσθησαν ἐπὶ τῶν γεγονότων τῆς ὑποθέσεως, ἐν μέσῳ μεγάλης συρροῆς κοινοῦ. bbox=[549, 1405, 792, 1478]
body-text: Ἡ δίκη ἐπανελήφθη μετὰ μεσημβρίαν ἕνεκεν ἀπουσίας τινῶν μαρτύρων τοῦ κατηγορουμένου. Ὁ κ. Πρόεδρος ἀνέγνωσε τὰς καταθέσεις καὶ οἱ μάρτυρες ἐξητάσθησαν ἐπὶ τῶν γεγονότων τῆς ὑποθέσεως, ἐν μέσῳ μεγάλης συρροῆς κοινοῦ. bbox=[28, 1081, 272, 1154]
title-bar bbox=[1069, 95, 1312, 101]
masthead bbox=[20, 6, 1580, 44]
body-text: Ἡ δίκη ἐπανελήφθη μετὰ μεσημβρίαν ἕνεκεν ἀπουσίας τινῶν μαρτύρων τοῦ κατηγορουμένου. Ὁ κ. Πρόεδρος ἀνέγνωσε τὰς καταθέσεις καὶ οἱ μάρτυρες ἐξητάσθησαν ἐπὶ τῶν γεγονότων τῆς ὑποθέσεως, ἐν μέσῳ μεγάλης συρροῆς κοινοῦ. bbox=[28, 52, 272, 124]
subhead-syneleusis: Ἡ γενικὴ Συνέλευσις bbox=[354, 995, 467, 1011]
telegram-label-3: ΙΔΙΑΙΤΕΡΟΝ ΤΗΛΕΓΡ. ΤΟΥ „ΕΜΠΡΟΣ" bbox=[1343, 885, 1558, 900]
headline-epeisodion: ΚΑΙ ΕΝ ΕΠΕΙΣΟΔΙΟΝ bbox=[85, 1535, 215, 1550]
